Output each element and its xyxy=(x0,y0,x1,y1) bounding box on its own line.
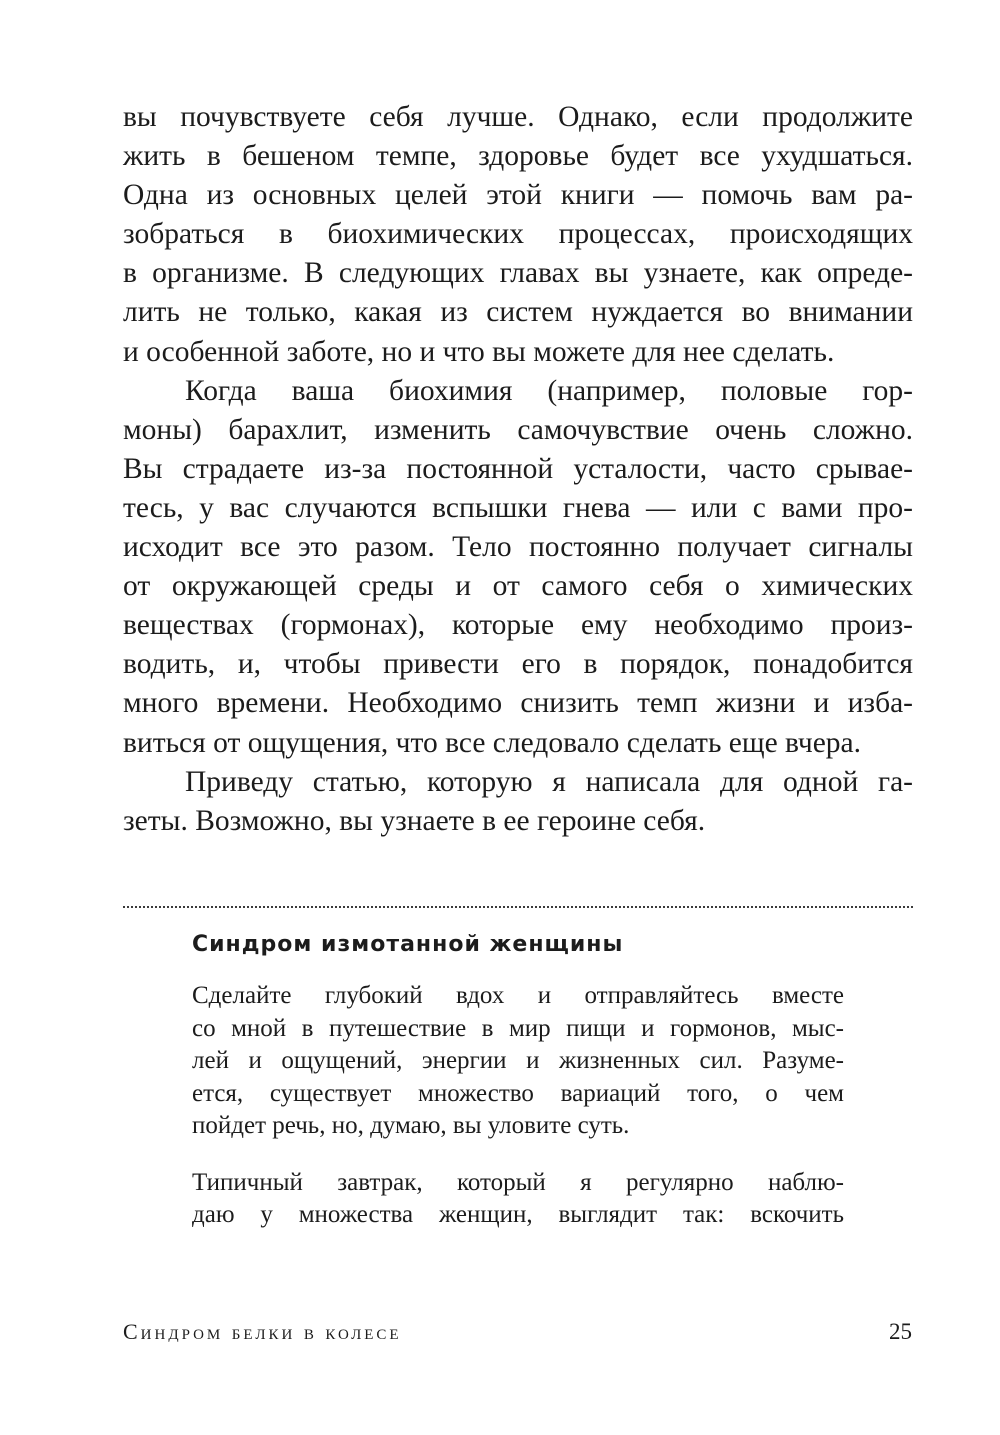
paragraph-line: жить в бешеном темпе, здоровье будет все ухудшаться. xyxy=(123,140,913,173)
sidebar-line: пойдет речь, но, думаю, вы уловите суть. xyxy=(192,1112,630,1139)
paragraph-line: водить, и, чтобы привести его в порядок, понадобится xyxy=(123,648,913,681)
sidebar-line: со мной в путешествие в мир пищи и гормонов, мыс- xyxy=(192,1014,844,1042)
paragraph-line: Приведу статью, которую я написала для одной га- xyxy=(185,765,913,798)
paragraph-line: от окружающей среды и от самого себя о химических xyxy=(123,570,913,603)
paragraph-line: веществах (гормонах), которые ему необходимо произ- xyxy=(123,609,913,642)
paragraph-line: Одна из основных целей этой книги — помочь вам ра- xyxy=(123,179,913,212)
sidebar-title: Синдром измотанной женщины xyxy=(192,932,624,957)
paragraph-line: в организме. В следующих главах вы узнаете, как опреде- xyxy=(123,257,913,290)
paragraph-line: исходит все это разом. Тело постоянно получает сигналы xyxy=(123,531,913,564)
paragraph-line: зобраться в биохимических процессах, происходящих xyxy=(123,218,913,251)
paragraph-line: много времени. Необходимо снизить темп жизни и изба- xyxy=(123,687,913,720)
paragraph-line: тесь, у вас случаются вспышки гнева — или с вами про- xyxy=(123,491,913,524)
sidebar-box xyxy=(192,930,844,1232)
paragraph-line: лить не только, какая из систем нуждается во внимании xyxy=(123,296,913,329)
sidebar-line: ется, существует множество вариаций того, о чем xyxy=(192,1079,844,1107)
sidebar-line: Типичный завтрак, который я регулярно наблю- xyxy=(192,1168,844,1196)
sidebar-line: лей и ощущений, энергии и жизненных сил. Разуме- xyxy=(192,1047,844,1074)
sidebar-line: Сделайте глубокий вдох и отправляйтесь вместе xyxy=(192,982,844,1009)
paragraph-line: зеты. Возможно, вы узнаете в ее героине себя. xyxy=(123,804,706,837)
paragraph-line: виться от ощущения, что все следовало сделать еще вчера. xyxy=(123,726,862,759)
paragraph-line: и особенной заботе, но и что вы можете для нее сделать. xyxy=(123,335,835,368)
sidebar-body xyxy=(192,980,844,1232)
page-number: 25 xyxy=(889,1319,912,1344)
sidebar-line: даю у множества женщин, выглядит так: вскочить xyxy=(192,1201,844,1228)
running-title: Синдром белки в колесе xyxy=(123,1319,402,1344)
paragraph-line: Вы страдаете из-за постоянной усталости, часто срывае- xyxy=(123,452,913,485)
dotted-divider xyxy=(123,906,913,908)
main-text xyxy=(123,98,913,841)
paragraph-line: вы почувствуете себя лучше. Однако, если продолжите xyxy=(123,101,913,133)
paragraph-line: Когда ваша биохимия (например, половые гор- xyxy=(185,374,913,407)
paragraph-line: моны) барахлит, изменить самочувствие очень сложно. xyxy=(123,413,913,446)
